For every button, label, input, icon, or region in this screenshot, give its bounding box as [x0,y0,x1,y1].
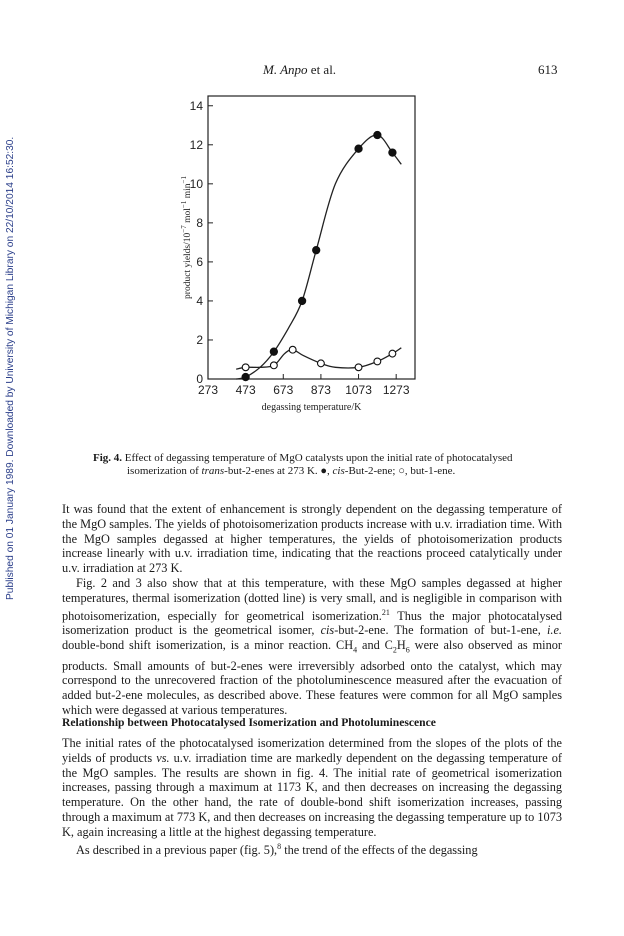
p2-e: and C [357,638,393,653]
page-number: 613 [538,62,558,77]
plot-frame [208,96,415,379]
caption-l2-italic-cis: cis [332,465,345,477]
running-authors [263,62,336,78]
p2-c: -but-2-ene. The formation of but-1-ene, [334,623,547,638]
paragraph-1: It was found that the extent of enhancement is strongly dependent on the degassing temperature of the MgO samples. The yields of photoisomerization products increase with u.v. irradiation time. With the MgO samples degassed at higher temperatures, the yields of photoisomerization products increase linearly with u.v. irradiation time, indicating that the reactions proceed catalytically under u.v. irradiation at 273 K. [62,502,562,576]
p2-italic-cis: cis [320,623,335,638]
caption-l2-italic-trans: trans [201,465,225,477]
p2-a: Fig. 2 and 3 also show that at this temperature, with these MgO samples degassed at higher temperatures, thermal isomerization (dotted line) is very small, and is negligible in comparison with photoisomerization, especially for geometrical isomerization. [62,575,562,623]
caption-l2-b: -but-2-enes at 273 K. ●, [224,465,333,477]
x-tick-label: 673 [273,383,294,397]
p2-sub-6: 6 [405,645,410,655]
series-1-line [236,135,401,379]
p2-b: Thus the major photocatalysed isomerization product is the geometrical isomer, [62,608,562,638]
x-tick-label: 873 [310,383,331,397]
data-point-open [289,346,296,353]
p2-sub-2: 2 [392,645,397,655]
data-point-filled [374,131,381,138]
y-tick-label: 6 [196,254,203,269]
p2-sub-4: 4 [353,645,358,655]
x-tick-label: 273 [197,383,219,397]
data-point-open [242,364,249,371]
p2-ref: 21 [381,607,390,617]
data-point-open [374,358,381,365]
y-axis-label-exponent: −1 [180,176,188,184]
publication-note: Published on 01 January 1989. Downloaded by University of Michigan Library on 22/10/2014 16:52:30. [5,136,16,600]
authors-rest: et al. [307,62,337,77]
page-header [0,62,624,80]
x-tick-label: 1073 [345,383,372,397]
p4-b: the trend of the effects of the degassing [281,842,478,857]
data-point-filled [355,145,362,152]
data-point-filled [242,373,249,380]
body-text-1 [62,502,562,718]
publication-sidebar [5,130,19,600]
y-axis-label-part: mol [183,208,193,226]
p2-italic-ie: i.e. [546,623,562,638]
data-point-open [389,350,396,357]
p3-b: u.v. irradiation time are markedly dependent on the degassing temperature of the MgO samples. The results are shown in fig. 4. The initial rate of geometrical isomerization increases, passing through a maximum at 1173 K, and then decreases on increasing the degassing temperature. On the other hand, the rate of double-bond shift isomerization increases, passing through a maximum at 773 K, and then decreases on increasing the degassing temperature up to 1073 K, again increasing a little at the highest degassing temperature. [62,750,562,839]
y-tick-label: 8 [196,215,203,230]
data-point-open [270,362,277,369]
y-axis-label [180,176,193,299]
caption-label: Fig. 4. [93,452,123,464]
caption-l2-c: -But-2-ene; ○, but-1-ene. [344,465,456,477]
caption-line2 [93,465,563,478]
y-tick-label: 10 [189,176,203,191]
y-axis-label-exponent: −7 [180,225,188,233]
data-point-filled [270,348,277,355]
y-tick-label: 2 [196,332,203,347]
y-tick-label: 0 [196,372,203,386]
data-point-open [318,360,325,367]
p4-ref: 8 [277,841,282,851]
figure-4-chart [160,88,460,428]
p3-a: The initial rates of the photocatalysed isomerization determined from the slopes of the plots of the yields of products [62,736,562,765]
data-point-filled [313,247,320,254]
data-point-open [355,364,362,371]
p4-a: As described in a previous paper (fig. 5), [76,842,278,857]
y-tick-label: 4 [196,293,203,308]
p2-d: double-bond shift isomerization, is a minor reaction. CH [62,638,354,653]
paragraph-4 [62,840,562,858]
p3-italic-vs: vs. [156,750,170,765]
body-text-2 [62,736,562,857]
p2-g: were also observed as minor products. Small amounts of but-2-enes were irreversibly adsorbed onto the catalyst, which may correspond to the unrecovered fraction of the photoluminescence measured after the evacuation of added but-2-ene molecules, as described above. These features were common for all MgO samples which were degassed at various temperatures. [62,638,562,717]
section-heading: Relationship between Photocatalysed Isomerization and Photoluminescence [62,716,436,729]
figure-caption [93,452,563,478]
y-axis-label-part: min [183,183,193,201]
x-axis-label: degassing temperature/K [261,402,362,413]
x-tick-label: 1273 [382,383,410,397]
y-tick-label: 14 [189,98,203,113]
y-tick-label: 12 [189,137,203,152]
authors-italic: M. Anpo [263,62,308,77]
caption-line1: Effect of degassing temperature of MgO catalysts upon the initial rate of photocatalysed [122,452,513,464]
data-point-filled [298,297,305,304]
y-axis-label-part: product yields/10 [183,232,193,299]
x-tick-label: 473 [235,383,256,397]
p2-f: H [396,638,406,653]
data-point-filled [389,149,396,156]
paragraph-2 [62,576,562,718]
caption-l2-a: isomerization of [127,465,202,477]
paragraph-3 [62,736,562,840]
y-axis-label-exponent: −1 [180,200,188,209]
